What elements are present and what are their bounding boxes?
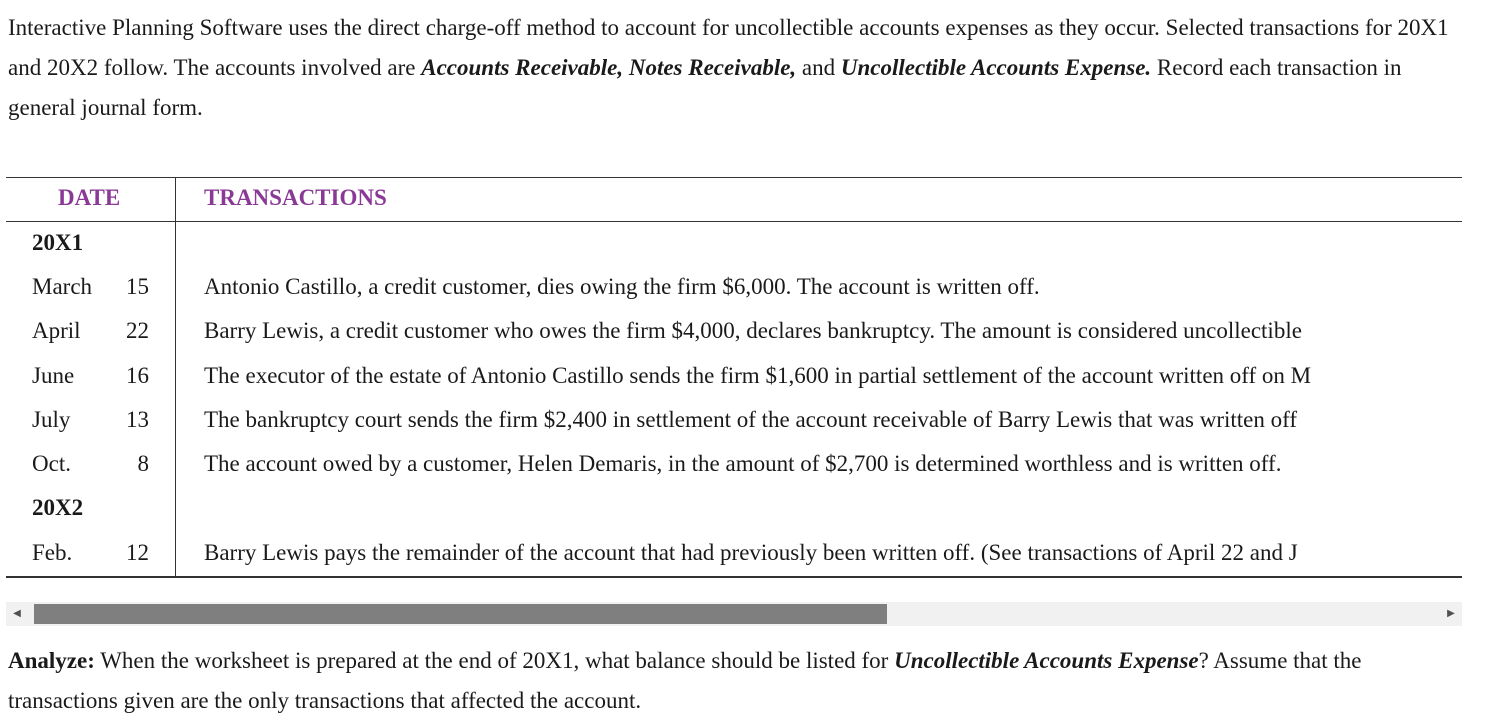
analyze-question bbox=[8, 641, 1468, 721]
transactions-table-viewport[interactable] bbox=[6, 177, 1462, 579]
row-month: Feb. bbox=[32, 540, 73, 565]
table-row bbox=[6, 442, 1462, 486]
transactions-table bbox=[6, 177, 1462, 579]
table-row bbox=[6, 398, 1462, 442]
problem-intro bbox=[8, 8, 1468, 128]
intro-accounts-2: Uncollectible Accounts Expense. bbox=[840, 55, 1152, 80]
row-description: The executor of the estate of Antonio Castillo sends the firm $1,600 in partial settlement of the account written off on M bbox=[204, 363, 1312, 388]
table-row bbox=[6, 354, 1462, 398]
row-month: June bbox=[32, 363, 75, 388]
intro-text-1: Interactive Planning Software uses the direct charge-off method to account for uncollectible accounts expenses as they occur. Selected transactions for 20X1 and 20X2 follow. The accounts involved are bbox=[8, 15, 1449, 80]
scroll-left-arrow-icon[interactable]: ◀ bbox=[13, 608, 21, 619]
year-row-20x2 bbox=[6, 486, 1462, 530]
row-description: Barry Lewis, a credit customer who owes the firm $4,000, declares bankruptcy. The amount is considered uncollectible bbox=[204, 318, 1302, 343]
row-month: March bbox=[32, 274, 93, 299]
horizontal-scrollbar[interactable] bbox=[6, 602, 1462, 626]
row-day: 12 bbox=[126, 540, 149, 565]
scroll-right-arrow-icon[interactable]: ▶ bbox=[1447, 608, 1455, 619]
table-top-rule bbox=[6, 177, 1462, 178]
year-label: 20X2 bbox=[32, 495, 84, 520]
analyze-text-2: ? Assume that the transactions given are the only transactions that affected the account. bbox=[8, 648, 1362, 713]
intro-accounts-1: Accounts Receivable, Notes Receivable, bbox=[421, 55, 797, 80]
row-day: 16 bbox=[126, 363, 149, 388]
table-bottom-rule bbox=[6, 576, 1462, 578]
row-description: Antonio Castillo, a credit customer, dies owing the firm $6,000. The account is written off. bbox=[204, 274, 1040, 299]
row-month: July bbox=[32, 407, 71, 432]
date-column-header: DATE bbox=[58, 185, 121, 210]
table-row bbox=[6, 265, 1462, 309]
analyze-label: Analyze: bbox=[8, 648, 95, 673]
row-day: 13 bbox=[126, 407, 149, 432]
year-label: 20X1 bbox=[32, 230, 84, 255]
table-row bbox=[6, 309, 1462, 353]
scrollbar-thumb[interactable] bbox=[34, 604, 887, 624]
row-month: April bbox=[32, 318, 81, 343]
row-description: Barry Lewis pays the remainder of the account that had previously been written off. (See transactions of April 22 and J bbox=[204, 540, 1298, 565]
row-description: The bankruptcy court sends the firm $2,400 in settlement of the account receivable of Barry Lewis that was written off bbox=[204, 407, 1298, 432]
table-row bbox=[6, 531, 1462, 575]
analyze-account: Uncollectible Accounts Expense bbox=[894, 648, 1199, 673]
row-day: 22 bbox=[126, 318, 149, 343]
transactions-column-header: TRANSACTIONS bbox=[204, 185, 387, 210]
intro-text-2: Record each transaction in general journal form. bbox=[8, 55, 1402, 120]
row-month: Oct. bbox=[32, 451, 71, 476]
analyze-text-1: When the worksheet is prepared at the end of 20X1, what balance should be listed for bbox=[94, 648, 895, 673]
row-day: 15 bbox=[126, 274, 149, 299]
intro-and: and bbox=[796, 55, 841, 80]
row-day: 8 bbox=[137, 451, 149, 476]
year-row-20x1 bbox=[6, 221, 1462, 265]
row-description: The account owed by a customer, Helen Demaris, in the amount of $2,700 is determined worthless and is written off. bbox=[204, 451, 1282, 476]
